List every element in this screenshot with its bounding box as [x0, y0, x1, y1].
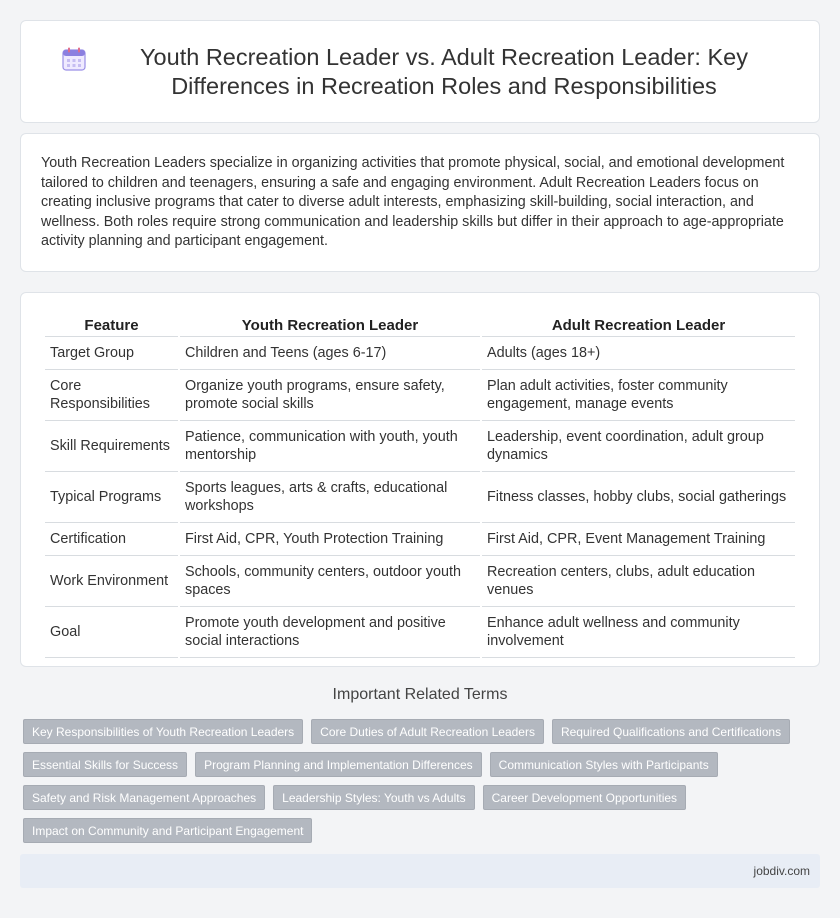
table-cell: Typical Programs	[45, 472, 178, 523]
related-term-tag[interactable]: Required Qualifications and Certifications	[552, 719, 790, 744]
table-cell: Work Environment	[45, 556, 178, 607]
footer-bar	[20, 854, 820, 888]
table-cell: Enhance adult wellness and community involvement	[482, 607, 795, 658]
table-cell: Schools, community centers, outdoor youth spaces	[180, 556, 480, 607]
page-title: Youth Recreation Leader vs. Adult Recreation Leader: Key Differences in Recreation Roles and Responsibilities	[140, 43, 748, 99]
column-header: Feature	[45, 313, 178, 337]
table-cell: Sports leagues, arts & crafts, educational workshops	[180, 472, 480, 523]
table-row	[45, 556, 795, 607]
table-cell: Plan adult activities, foster community engagement, manage events	[482, 370, 795, 421]
table-cell: Skill Requirements	[45, 421, 178, 472]
table-cell: Leadership, event coordination, adult group dynamics	[482, 421, 795, 472]
intro-text: Youth Recreation Leaders specialize in organizing activities that promote physical, social, and emotional development tailored to children and teenagers, ensuring a safe and engaging environment. Adult Recreation Leaders focus on creating inclusive programs that cater to diverse adult interests, emphasizing skill-building, social interaction, and wellness. Both roles require strong communication and leadership skills but differ in their approach to age-appropriate activity planning and participant engagement.	[41, 155, 785, 250]
column-header: Youth Recreation Leader	[180, 313, 480, 337]
comparison-table	[43, 313, 797, 658]
table-row	[45, 472, 795, 523]
related-term-tag[interactable]: Impact on Community and Participant Engagement	[23, 818, 312, 843]
table-header-row	[45, 313, 795, 337]
table-row	[45, 337, 795, 370]
related-term-tag[interactable]: Safety and Risk Management Approaches	[23, 785, 265, 810]
table-cell: Core Responsibilities	[45, 370, 178, 421]
table-cell: Children and Teens (ages 6-17)	[180, 337, 480, 370]
table-cell: Target Group	[45, 337, 178, 370]
header-card	[20, 20, 820, 123]
column-header: Adult Recreation Leader	[482, 313, 795, 337]
table-cell: Fitness classes, hobby clubs, social gatherings	[482, 472, 795, 523]
related-terms-list	[23, 719, 813, 843]
table-cell: Organize youth programs, ensure safety, promote social skills	[180, 370, 480, 421]
footer-site-link[interactable]: jobdiv.com	[753, 864, 810, 878]
related-term-tag[interactable]: Communication Styles with Participants	[490, 752, 718, 777]
table-row	[45, 370, 795, 421]
related-terms-title: Important Related Terms	[332, 686, 508, 703]
table-row	[45, 421, 795, 472]
related-term-tag[interactable]: Career Development Opportunities	[483, 785, 686, 810]
comparison-table-card	[20, 292, 820, 667]
table-cell: Recreation centers, clubs, adult education venues	[482, 556, 795, 607]
calendar-icon	[61, 46, 87, 72]
intro-card	[20, 133, 820, 272]
table-cell: Goal	[45, 607, 178, 658]
related-term-tag[interactable]: Core Duties of Adult Recreation Leaders	[311, 719, 544, 744]
table-cell: Promote youth development and positive social interactions	[180, 607, 480, 658]
table-cell: First Aid, CPR, Event Management Training	[482, 523, 795, 556]
related-term-tag[interactable]: Program Planning and Implementation Differences	[195, 752, 482, 777]
related-term-tag[interactable]: Essential Skills for Success	[23, 752, 187, 777]
related-term-tag[interactable]: Leadership Styles: Youth vs Adults	[273, 785, 474, 810]
table-cell: Patience, communication with youth, youth mentorship	[180, 421, 480, 472]
table-cell: Adults (ages 18+)	[482, 337, 795, 370]
table-cell: Certification	[45, 523, 178, 556]
related-term-tag[interactable]: Key Responsibilities of Youth Recreation Leaders	[23, 719, 303, 744]
table-cell: First Aid, CPR, Youth Protection Training	[180, 523, 480, 556]
table-row	[45, 607, 795, 658]
table-row	[45, 523, 795, 556]
